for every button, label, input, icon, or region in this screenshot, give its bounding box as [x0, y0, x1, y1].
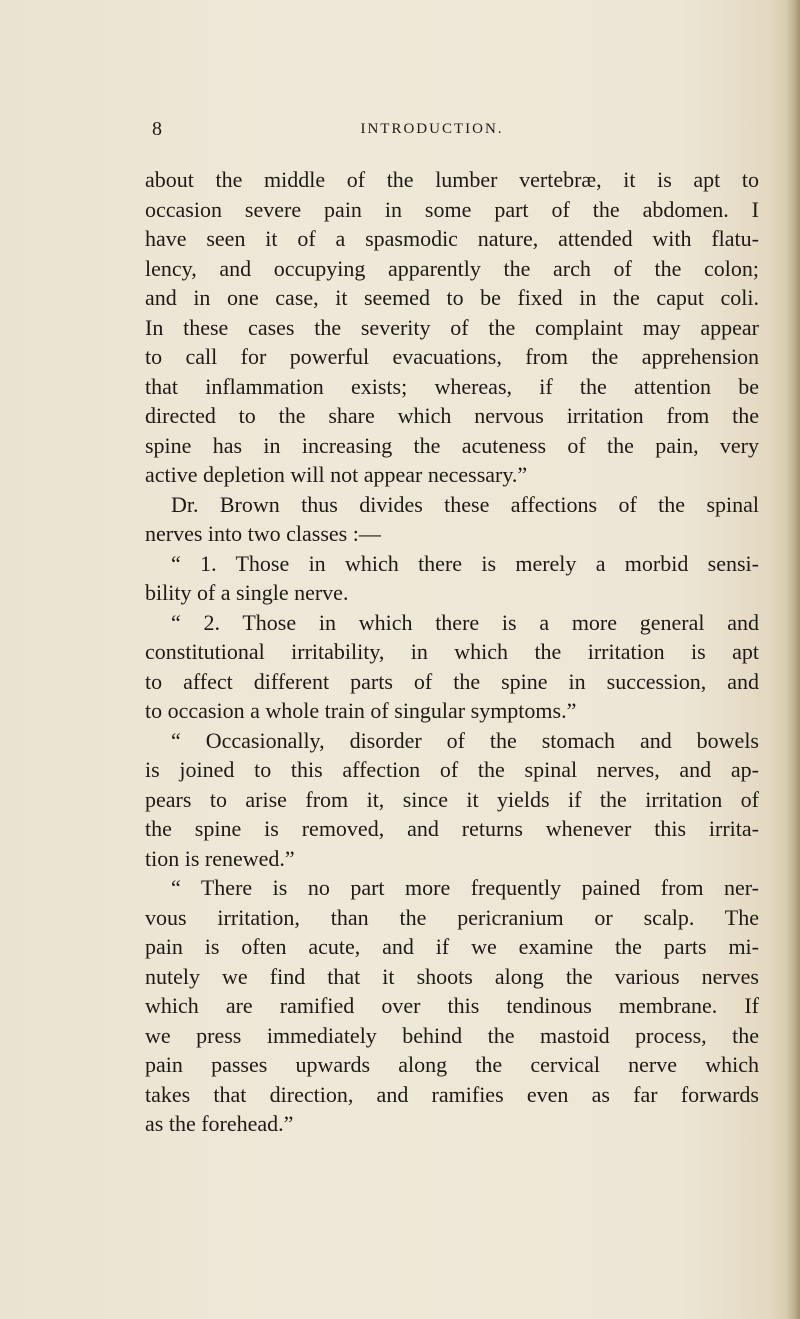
text-line: which are ramified over this tendinous membrane. If	[145, 993, 759, 1018]
page-header	[152, 118, 712, 148]
text-line: Dr. Brown thus divides these affections of the spinal	[171, 491, 759, 517]
text-line: lency, and occupying apparently the arch of the colon;	[145, 255, 759, 281]
text-line: occasion severe pain in some part of the abdomen. I	[145, 196, 759, 222]
text-line: to call for powerful evacuations, from the apprehension	[145, 344, 759, 369]
text-line: “ 2. Those in which there is a more general and	[171, 609, 759, 635]
text-line: active depletion will not appear necessary.”	[145, 462, 528, 487]
text-line: spine has in increasing the acuteness of the pain, very	[145, 432, 759, 458]
text-line: constitutional irritability, in which the irritation is apt	[145, 639, 759, 664]
text-line: and in one case, it seemed to be fixed in the caput coli.	[145, 285, 759, 310]
text-line: about the middle of the lumber vertebræ, it is apt to	[145, 167, 759, 192]
text-line: takes that direction, and ramifies even as far forwards	[145, 1081, 759, 1107]
text-line: “ 1. Those in which there is merely a morbid sensi-	[171, 550, 759, 576]
page-number: 8	[152, 118, 162, 140]
text-line: In these cases the severity of the complaint may appear	[145, 314, 759, 340]
text-line: bility of a single nerve.	[145, 580, 349, 605]
text-line: as the forehead.”	[145, 1111, 294, 1136]
text-line: we press immediately behind the mastoid process, the	[145, 1022, 759, 1048]
text-line: to occasion a whole train of singular symptoms.”	[145, 698, 577, 723]
text-line: is joined to this affection of the spinal nerves, and ap-	[145, 757, 759, 782]
text-line: to affect different parts of the spine in succession, and	[145, 668, 759, 694]
text-line: tion is renewed.”	[145, 845, 295, 871]
text-line: have seen it of a spasmodic nature, attended with flatu-	[145, 226, 759, 251]
text-line: nerves into two classes :—	[145, 521, 381, 546]
body-text	[145, 165, 759, 1139]
text-line: nutely we find that it shoots along the various nerves	[145, 963, 759, 989]
text-line: vous irritation, than the pericranium or scalp. The	[145, 904, 759, 930]
page-edge-shadow	[786, 0, 800, 1319]
text-line: the spine is removed, and returns whenever this irrita-	[145, 816, 759, 841]
text-line: pears to arise from it, since it yields if the irritation of	[145, 786, 759, 812]
text-line: “ Occasionally, disorder of the stomach and bowels	[171, 727, 759, 753]
text-line: directed to the share which nervous irritation from the	[145, 403, 759, 428]
text-line: that inflammation exists; whereas, if the attention be	[145, 373, 759, 399]
text-line: pain passes upwards along the cervical nerve which	[145, 1052, 759, 1077]
text-line: “ There is no part more frequently pained from ner-	[171, 875, 759, 900]
text-line: pain is often acute, and if we examine the parts mi-	[145, 934, 759, 959]
running-head: INTRODUCTION.	[360, 121, 504, 137]
